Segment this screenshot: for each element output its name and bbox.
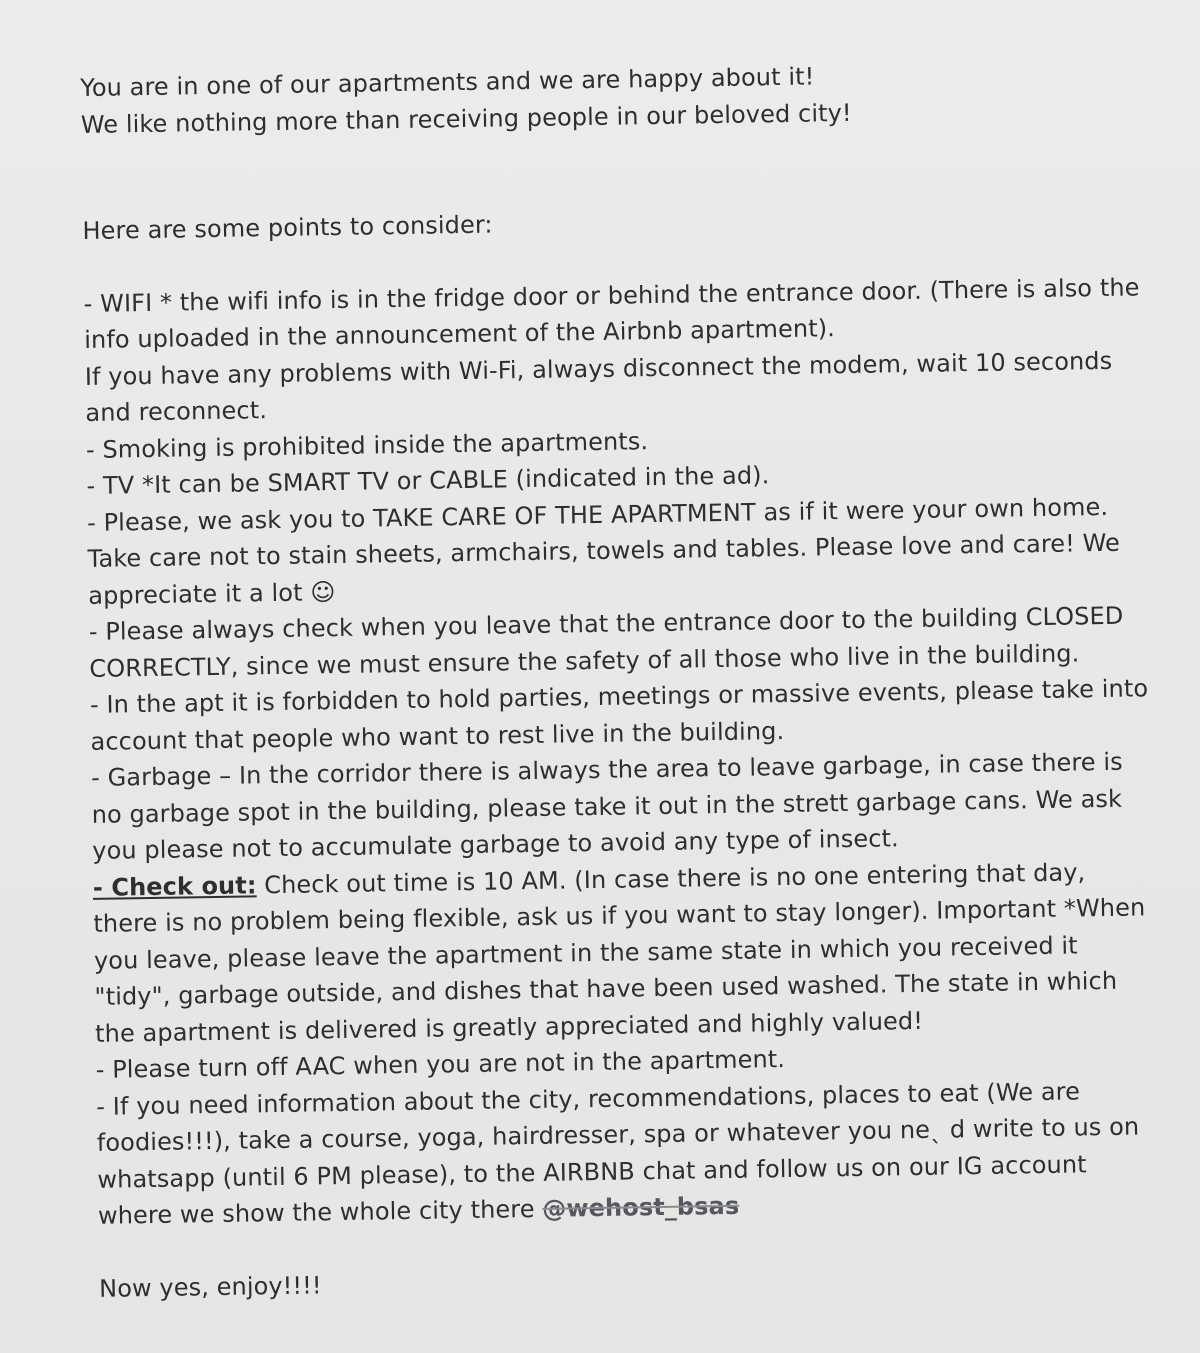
- instagram-handle: @wehost_bsas: [542, 1191, 740, 1223]
- points-heading: Here are some points to consider:: [82, 210, 493, 245]
- point-wifi: - WIFI * the wifi info is in the fridge door or behind the entrance door. (There is also the info uploaded in the announcement of the Airbnb apartment).: [83, 272, 1140, 354]
- house-rules-document: [80, 53, 1159, 1306]
- point-smoking: - Smoking is prohibited inside the apartments.: [85, 426, 649, 464]
- point-checkout: [93, 853, 1156, 1052]
- point-wifi-problems: If you have any problems with Wi-Fi, always disconnect the modem, wait 10 seconds and reconnect.: [84, 346, 1113, 427]
- point-door: - Please always check when you leave that the entrance door to the building CLOSED CORRECTLY, since we must ensure the safety of all those who live in the building.: [88, 601, 1124, 683]
- point-aac: - Please turn off AAC when you are not in the apartment.: [95, 1045, 786, 1084]
- point-info: [96, 1072, 1158, 1235]
- closing-line: Now yes, enjoy!!!!: [98, 1270, 322, 1303]
- intro-line-2: We like nothing more than receiving people in our beloved city!: [80, 98, 852, 139]
- point-garbage: - Garbage – In the corridor there is always the area to leave garbage, in case there is no garbage spot in the building, please take it out in the strett garbage cans. We ask you please not to accumulate garbage to avoid any type of insect.: [90, 747, 1123, 865]
- info-text: - If you need information about the city, recommendations, places to eat (We are foodies!!!), take a course, yoga, hairdresser, spa or whatever you neˎ d write to us on whatsapp (until 6 PM please), to the AIRBNB chat and follow us on our IG account where we show the whole city there: [96, 1076, 1140, 1230]
- checkout-label: - Check out:: [92, 870, 257, 902]
- intro-line-1: You are in one of our apartments and we are happy about it!: [80, 62, 815, 102]
- point-tv: - TV *It can be SMART TV or CABLE (indicated in the ad).: [86, 461, 770, 500]
- point-parties: - In the apt it is forbidden to hold parties, meetings or massive events, please take into account that people who want to rest live in the building.: [89, 674, 1149, 756]
- points-list: [83, 269, 1158, 1235]
- checkout-text: Check out time is 10 AM. (In case there is no one entering that day, there is no problem being flexible, ask us if you want to stay longer). Important *When you leave, please leave the apartment in the same state in which you received it "tidy", garbage outside, and dishes that have been used washed. The state in which the apartment is delivered is greatly appreciated and highly valued!: [93, 857, 1146, 1048]
- point-care: - Please, we ask you to TAKE CARE OF THE APARTMENT as if it were your own home. Take care not to stain sheets, armchairs, towels and tables. Please love and care! We appreciate it a lot ☺: [86, 492, 1121, 610]
